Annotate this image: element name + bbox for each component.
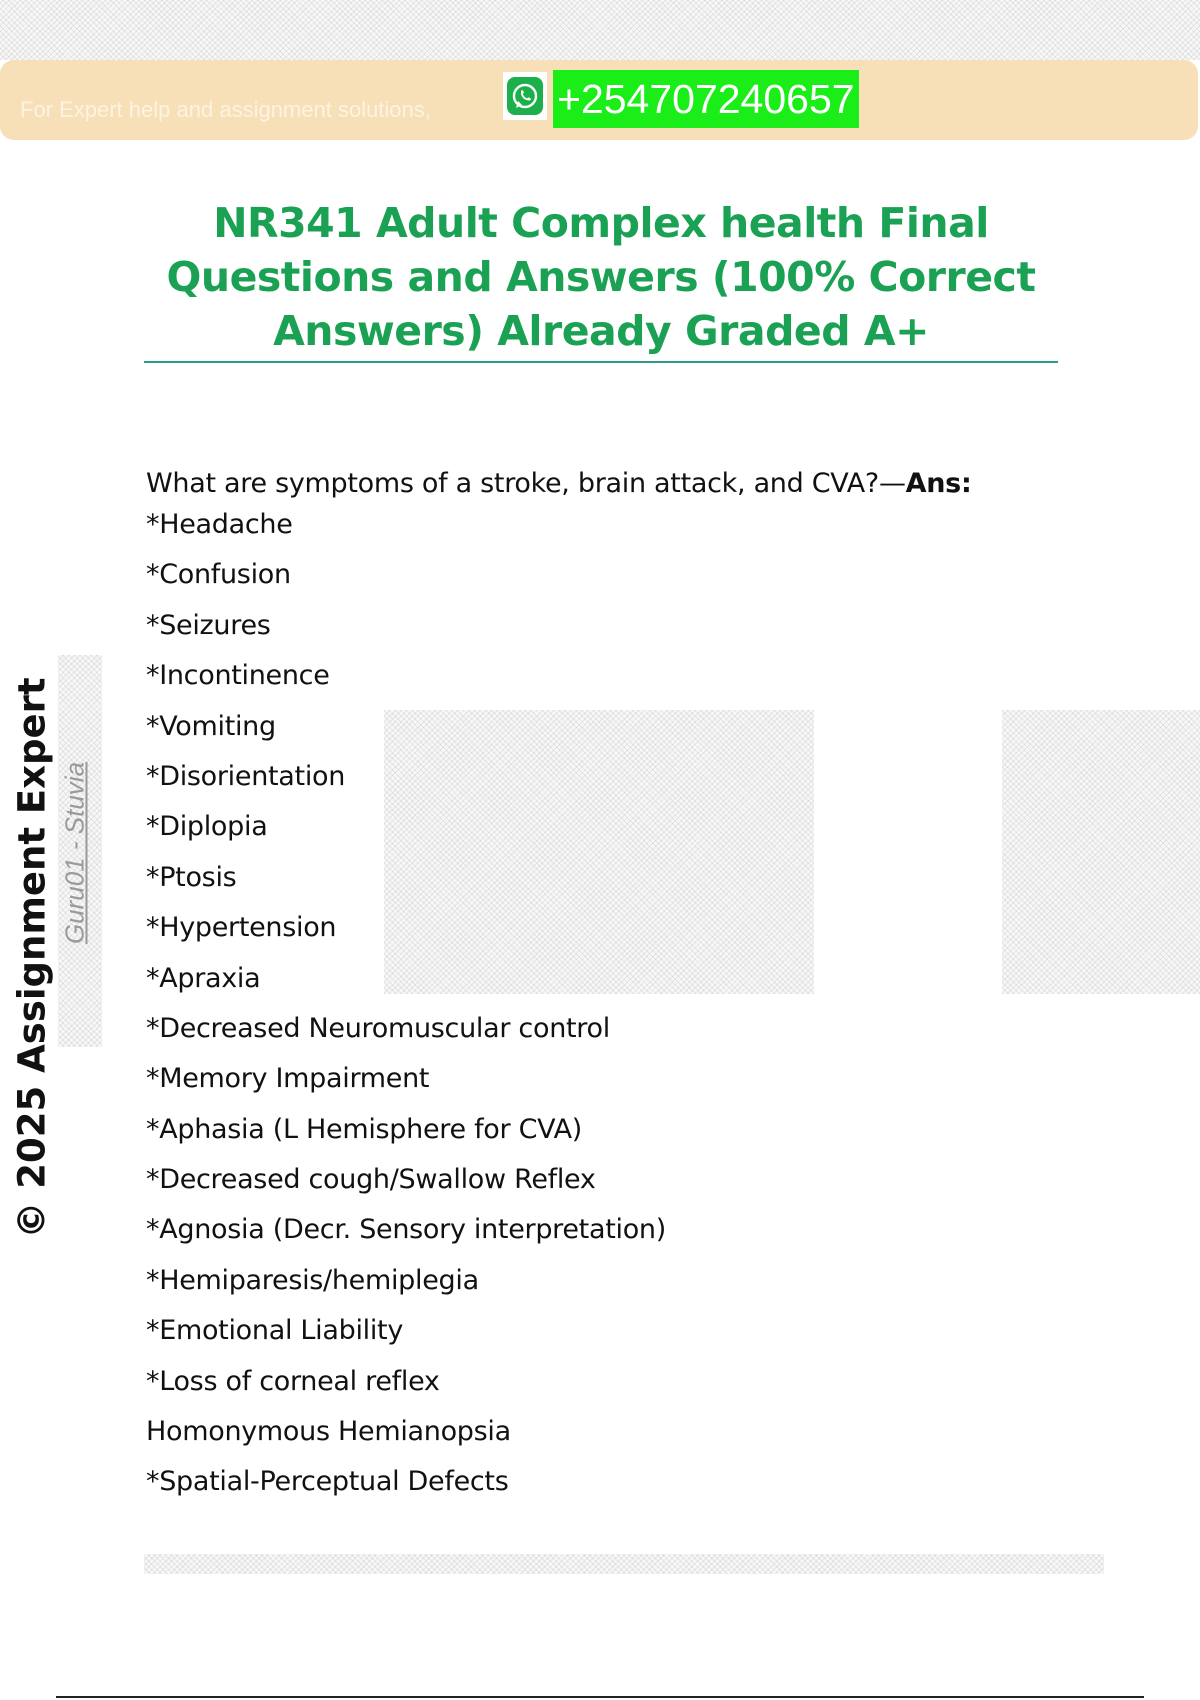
answer-item: *Memory Impairment [146, 1063, 430, 1095]
answer-item: *Confusion [146, 559, 291, 591]
title-underline [144, 361, 1058, 363]
answer-item: *Ptosis [146, 861, 237, 893]
top-hatch-pattern [0, 0, 1200, 60]
answer-item: *Apraxia [146, 962, 261, 994]
answer-item: *Hemiparesis/hemiplegia [146, 1264, 479, 1296]
answer-item: *Decreased cough/Swallow Reflex [146, 1164, 596, 1196]
answer-item: *Decreased Neuromuscular control [146, 1012, 610, 1044]
answer-item: *Disorientation [146, 760, 346, 792]
answer-item: *Agnosia (Decr. Sensory interpretation) [146, 1214, 666, 1246]
source-watermark: Guru01 - Stuvia [59, 761, 90, 945]
answer-item: *Incontinence [146, 660, 330, 692]
footer-rule [56, 1696, 1144, 1698]
bottom-hatch-pattern [144, 1554, 1104, 1574]
whatsapp-icon[interactable] [503, 72, 547, 120]
answer-item: *Spatial-Perceptual Defects [146, 1466, 509, 1498]
copyright-watermark: © 2025 Assignment Expert [10, 677, 54, 1239]
answer-item: *Headache [146, 509, 293, 540]
question-line [146, 468, 971, 499]
answer-item: Homonymous Hemianopsia [146, 1416, 511, 1448]
answer-item: *Vomiting [146, 710, 276, 742]
document-title: NR341 Adult Complex health Final Questions and Answers (100% Correct Answers) Already Graded A+ [166, 199, 1036, 355]
question-text: What are symptoms of a stroke, brain attack, and CVA? [146, 468, 879, 499]
answer-item: *Diplopia [146, 811, 268, 843]
answer-item: *Hypertension [146, 912, 337, 944]
answer-separator: — [878, 468, 906, 499]
answer-item: *Seizures [146, 609, 271, 641]
banner-text: For Expert help and assignment solutions, [20, 97, 431, 122]
answer-label: Ans: [905, 468, 972, 499]
whatsapp-phone-number[interactable]: +254707240657 [553, 70, 859, 128]
answer-item: *Emotional Liability [146, 1315, 404, 1347]
answer-list [146, 500, 666, 1508]
answer-item: *Loss of corneal reflex [146, 1365, 440, 1397]
watermark-pattern [384, 710, 814, 994]
whatsapp-icon-graphic [507, 77, 543, 115]
watermark-pattern [1002, 710, 1200, 994]
answer-item: *Aphasia (L Hemisphere for CVA) [146, 1113, 582, 1145]
